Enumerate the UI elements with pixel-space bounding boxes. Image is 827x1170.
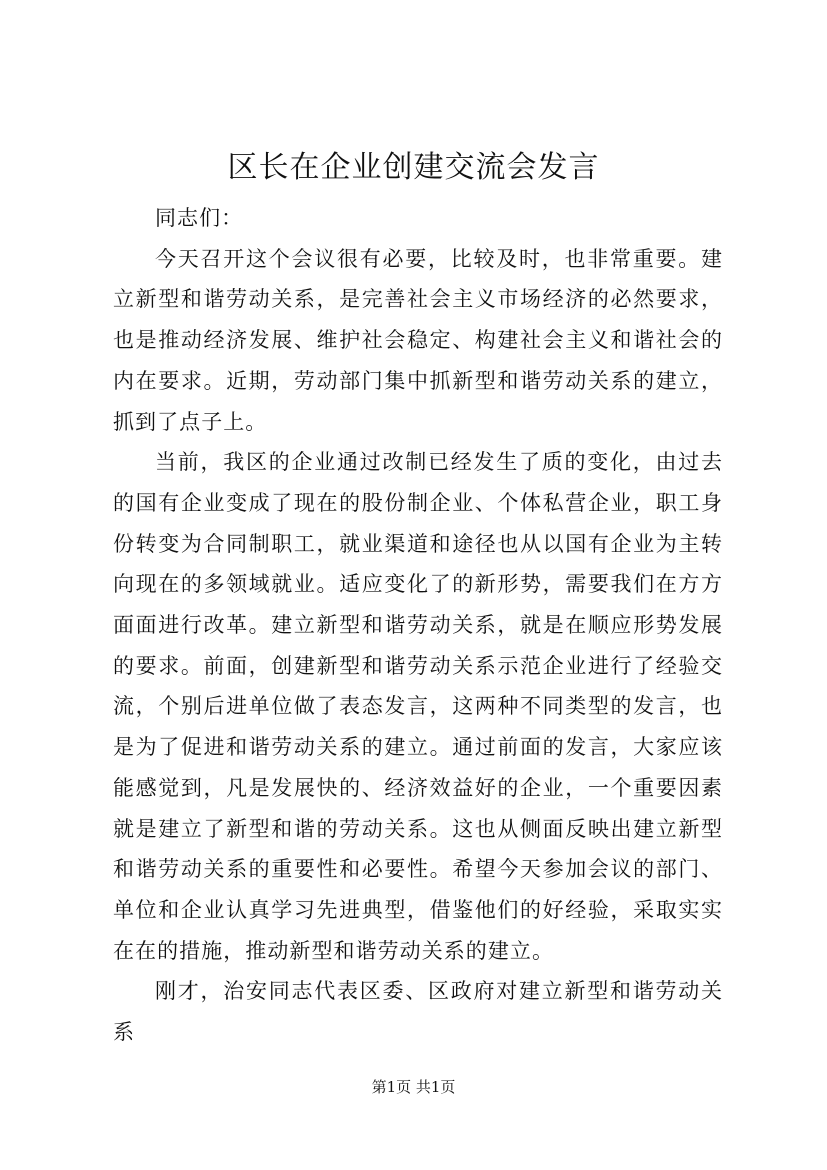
paragraph-2: 当前，我区的企业通过改制已经发生了质的变化，由过去的国有企业变成了现在的股份制企业、个体私营企业，职工身份转变为合同制职工，就业渠道和途径也从以国有企业为主转向现在的多领域就业。适应变化了的新形势，需要我们在方方面面进行改革。建立新型和谐劳动关系，就是在顺应形势发展的要求。前面，创建新型和谐劳动关系示范企业进行了经验交流，个别后进单位做了表态发言，这两种不同类型的发言，也是为了促进和谐劳动关系的建立。通过前面的发言，大家应该能感觉到，凡是发展快的、经济效益好的企业，一个重要因素就是建立了新型和谐的劳动关系。这也从侧面反映出建立新型和谐劳动关系的重要性和必要性。希望今天参加会议的部门、单位和企业认真学习先进典型，借鉴他们的好经验，采取实实在在的措施，推动新型和谐劳动关系的建立。	[113, 450, 723, 963]
paragraph-3: 刚才，治安同志代表区委、区政府对建立新型和谐劳动关系	[113, 979, 723, 1045]
page-footer: 第1页 共1页	[371, 1078, 456, 1096]
paragraph-1: 今天召开这个会议很有必要，比较及时，也非常重要。建立新型和谐劳动关系，是完善社会主义市场经济的必然要求，也是推动经济发展、维护社会稳定、构建社会主义和谐社会的内在要求。近期，劳动部门集中抓新型和谐劳动关系的建立，抓到了点子上。	[113, 246, 723, 434]
document-title: 区长在企业创建交流会发言	[227, 150, 600, 185]
document-body	[113, 198, 723, 1053]
greeting-line: 同志们：	[155, 206, 244, 230]
